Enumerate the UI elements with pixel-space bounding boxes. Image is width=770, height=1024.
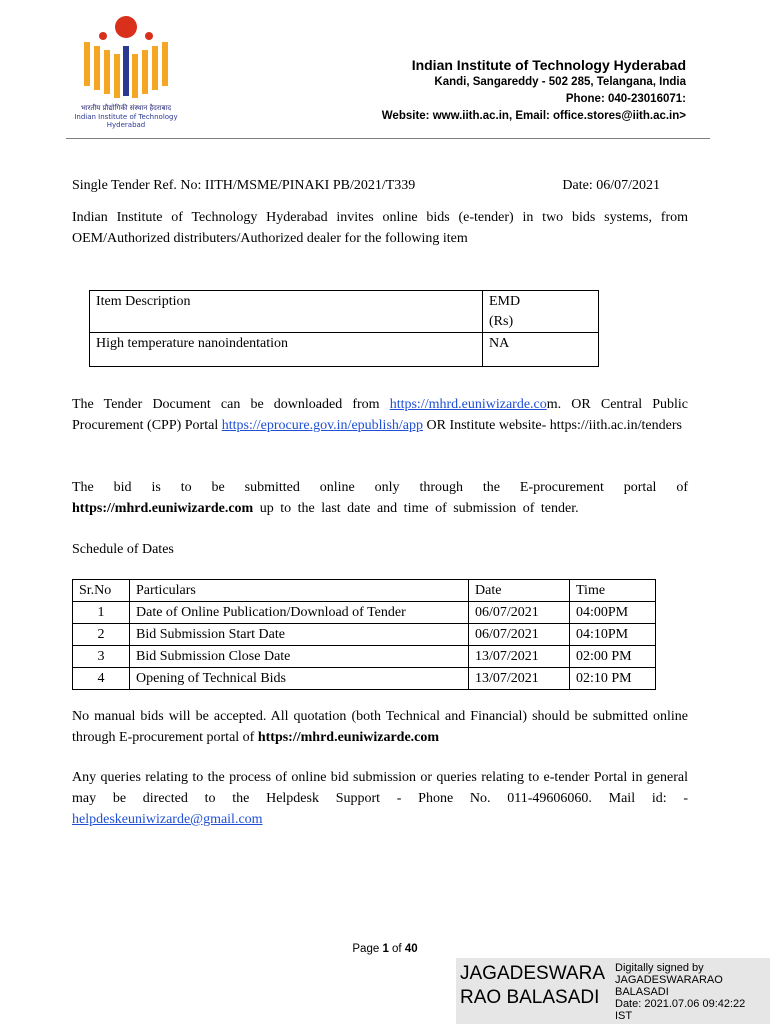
signer-name-line1: JAGADESWARA xyxy=(460,963,605,984)
signature-detail-line2: JAGADESWARARAO xyxy=(615,974,723,986)
srno-cell: 3 xyxy=(73,646,130,668)
emd-cell: NA xyxy=(483,333,599,367)
time-header: Time xyxy=(570,580,656,602)
institute-address: Kandi, Sangareddy - 502 285, Telangana, India xyxy=(434,76,686,88)
tender-date: Date: 06/07/2021 xyxy=(562,178,660,193)
srno-cell: 2 xyxy=(73,624,130,646)
schedule-title: Schedule of Dates xyxy=(72,542,174,557)
digital-signature-box xyxy=(456,958,770,1024)
helpdesk-email-link[interactable]: helpdeskeuniwizarde@gmail.com xyxy=(72,812,263,827)
euniwizarde-link[interactable]: https://mhrd.euniwizarde.co xyxy=(389,397,547,412)
srno-cell: 1 xyxy=(73,602,130,624)
signature-details xyxy=(615,962,745,1022)
tender-ref-line xyxy=(72,175,688,196)
srno-header: Sr.No xyxy=(73,580,130,602)
date-cell: 06/07/2021 xyxy=(469,602,570,624)
date-cell: 13/07/2021 xyxy=(469,668,570,690)
queries-paragraph xyxy=(72,767,688,830)
signature-detail-line5: IST xyxy=(615,1010,633,1022)
signer-name xyxy=(460,962,605,1010)
emd-header-line2: (Rs) xyxy=(489,314,514,329)
page-total: 40 xyxy=(404,943,418,955)
logo-english-text: Indian Institute of Technology Hyderabad xyxy=(74,113,178,129)
date-header: Date xyxy=(469,580,570,602)
table-row xyxy=(73,646,656,668)
tender-intro: Indian Institute of Technology Hyderabad invites online bids (e-tender) in two bids systems, from OEM/Authorized distributers/Authorized dealer for the following item xyxy=(72,210,688,246)
download-text-2: m. OR Central Public Procurement (CPP) Portal xyxy=(72,397,688,433)
time-cell: 02:10 PM xyxy=(570,668,656,690)
download-text-1: The Tender Document can be downloaded from xyxy=(72,397,390,412)
iith-logo-mark xyxy=(70,14,182,104)
download-paragraph xyxy=(72,394,688,436)
particulars-cell: Opening of Technical Bids xyxy=(130,668,469,690)
download-text-3: OR Institute website- https://iith.ac.in/tenders xyxy=(423,418,682,433)
submission-portal-url: https://mhrd.euniwizarde.com xyxy=(72,501,254,516)
schedule-header-row xyxy=(73,580,656,602)
schedule-table xyxy=(72,579,656,690)
institute-phone: Phone: 040-23016071: xyxy=(565,93,686,105)
page-current: 1 xyxy=(382,943,389,955)
queries-text: Any queries relating to the process of online bid submission or queries relating to e-tender Portal in general may be directed to the Helpdesk Support - Phone No. 011-49606060. Mail id: - xyxy=(72,770,688,806)
page-prefix: Page xyxy=(352,943,383,955)
time-cell: 04:10PM xyxy=(570,624,656,646)
item-table xyxy=(89,290,599,367)
signature-detail-line4: Date: 2021.07.06 09:42:22 xyxy=(615,998,746,1010)
particulars-cell: Bid Submission Close Date xyxy=(130,646,469,668)
tender-ref: Single Tender Ref. No: IITH/MSME/PINAKI PB/2021/T339 xyxy=(72,178,416,193)
emd-header xyxy=(483,291,599,333)
date-cell: 06/07/2021 xyxy=(469,624,570,646)
item-desc-cell: High temperature nanoindentation xyxy=(90,333,483,367)
submission-paragraph xyxy=(72,477,688,519)
srno-cell: 4 xyxy=(73,668,130,690)
item-desc-header: Item Description xyxy=(90,291,483,333)
institute-address-block xyxy=(382,56,686,125)
manual-bids-paragraph xyxy=(72,706,688,748)
logo-hindi-text: भारतीय प्रौद्योगिकी संस्थान हैदराबाद xyxy=(80,104,172,112)
date-cell: 13/07/2021 xyxy=(469,646,570,668)
table-row xyxy=(73,602,656,624)
submission-text-2: up to the last date and time of submission of tender. xyxy=(253,501,579,516)
page-number xyxy=(0,943,770,955)
institute-name: Indian Institute of Technology Hyderabad xyxy=(411,57,686,73)
item-table-row xyxy=(90,333,599,367)
manual-bids-text: No manual bids will be accepted. All quotation (both Technical and Financial) should be submitted online through E-procurement portal of xyxy=(72,709,688,745)
institute-website-email: Website: www.iith.ac.in, Email: office.stores@iith.ac.in> xyxy=(381,110,686,122)
table-row xyxy=(73,668,656,690)
eprocure-link[interactable]: https://eprocure.gov.in/epublish/app xyxy=(221,418,423,433)
time-cell: 02:00 PM xyxy=(570,646,656,668)
particulars-cell: Date of Online Publication/Download of Tender xyxy=(130,602,469,624)
header-divider xyxy=(66,138,710,139)
particulars-header: Particulars xyxy=(130,580,469,602)
manual-bids-portal-url: https://mhrd.euniwizarde.com xyxy=(257,730,440,745)
signer-name-line2: RAO BALASADI xyxy=(460,987,600,1008)
page-mid: of xyxy=(388,943,405,955)
signature-detail-line3: BALASADI xyxy=(615,986,669,998)
signature-detail-line1: Digitally signed by xyxy=(615,962,704,974)
submission-text-1: The bid is to be submitted online only through the E-procurement portal of xyxy=(72,480,688,495)
particulars-cell: Bid Submission Start Date xyxy=(130,624,469,646)
emd-header-line1: EMD xyxy=(489,294,521,309)
item-table-header xyxy=(90,291,599,333)
time-cell: 04:00PM xyxy=(570,602,656,624)
table-row xyxy=(73,624,656,646)
